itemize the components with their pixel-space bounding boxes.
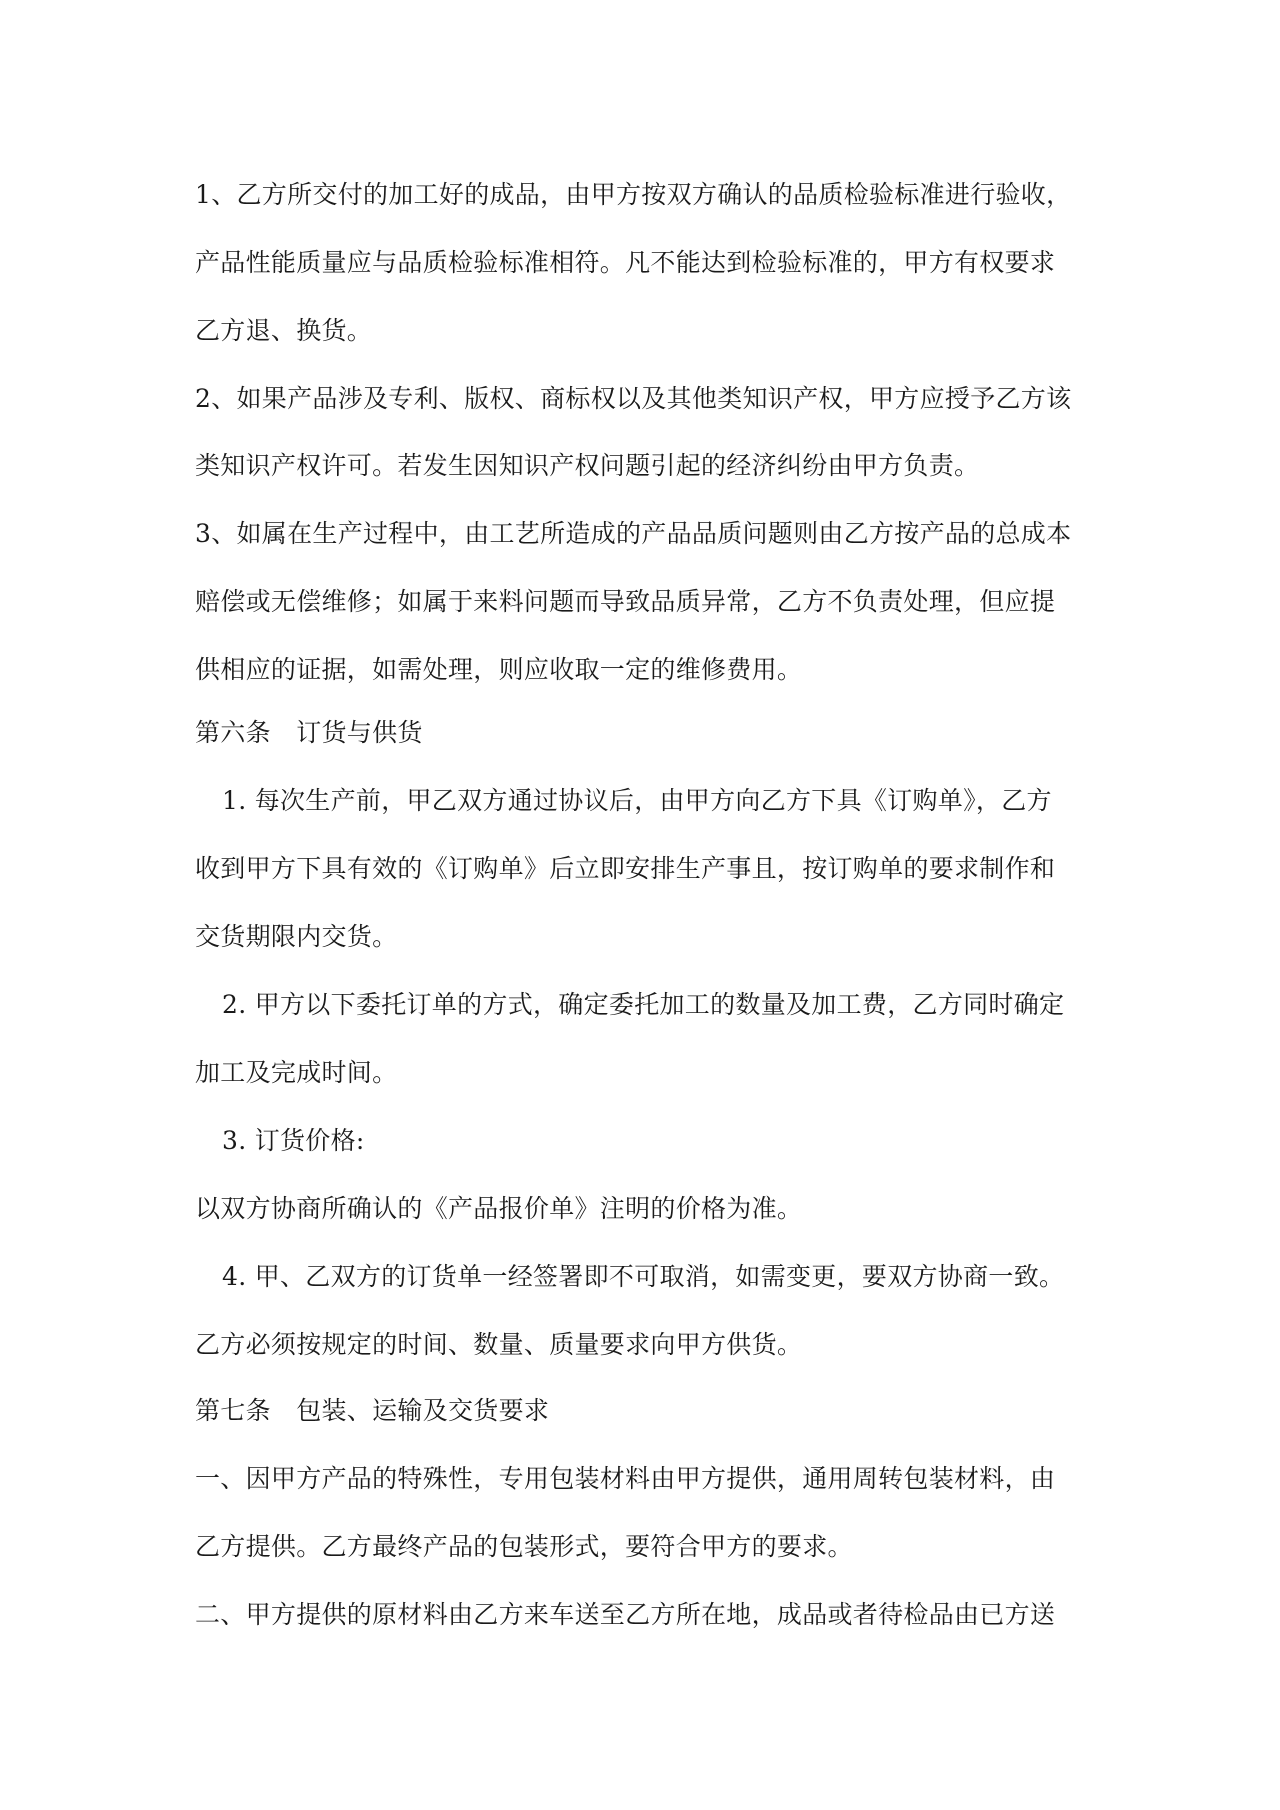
text-line: 3、如属在生产过程中，由工艺所造成的产品品质问题则由乙方按产品的总成本 — [195, 519, 1072, 548]
text-line: 赔偿或无偿维修；如属于来料问题而导致品质异常，乙方不负责处理，但应提 — [195, 587, 1056, 616]
text-line: 3. 订货价格: — [222, 1126, 365, 1155]
text-line: 乙方退、换货。 — [195, 316, 373, 345]
text-line: 产品性能质量应与品质检验标准相符。凡不能达到检验标准的，甲方有权要求 — [195, 248, 1056, 277]
text-line: 加工及完成时间。 — [195, 1058, 398, 1087]
text-line: 交货期限内交货。 — [195, 922, 398, 951]
section-heading: 第七条 包装、运输及交货要求 — [195, 1396, 550, 1425]
text-line: 二、甲方提供的原材料由乙方来车送至乙方所在地，成品或者待检品由已方送 — [195, 1600, 1056, 1629]
text-line: 乙方必须按规定的时间、数量、质量要求向甲方供货。 — [195, 1330, 803, 1359]
text-line: 2. 甲方以下委托订单的方式，确定委托加工的数量及加工费，乙方同时确定 — [222, 990, 1065, 1019]
text-line: 一、因甲方产品的特殊性，专用包装材料由甲方提供，通用周转包装材料，由 — [195, 1464, 1056, 1493]
section-heading: 第六条 订货与供货 — [195, 718, 423, 747]
text-line: 乙方提供。乙方最终产品的包装形式，要符合甲方的要求。 — [195, 1532, 853, 1561]
text-line: 收到甲方下具有效的《订购单》后立即安排生产事且，按订购单的要求制作和 — [195, 854, 1056, 883]
text-line: 1、乙方所交付的加工好的成品，由甲方按双方确认的品质检验标准进行验收， — [195, 180, 1072, 209]
text-line: 1. 每次生产前，甲乙双方通过协议后，由甲方向乙方下具《订购单》，乙方 — [222, 786, 1052, 815]
text-line: 供相应的证据，如需处理，则应收取一定的维修费用。 — [195, 655, 803, 684]
text-line: 类知识产权许可。若发生因知识产权问题引起的经济纠纷由甲方负责。 — [195, 451, 980, 480]
text-line: 4. 甲、乙双方的订货单一经签署即不可取消，如需变更，要双方协商一致。 — [222, 1262, 1065, 1291]
text-line: 2、如果产品涉及专利、版权、商标权以及其他类知识产权，甲方应授予乙方该 — [195, 384, 1072, 413]
text-line: 以双方协商所确认的《产品报价单》注明的价格为准。 — [195, 1194, 803, 1223]
